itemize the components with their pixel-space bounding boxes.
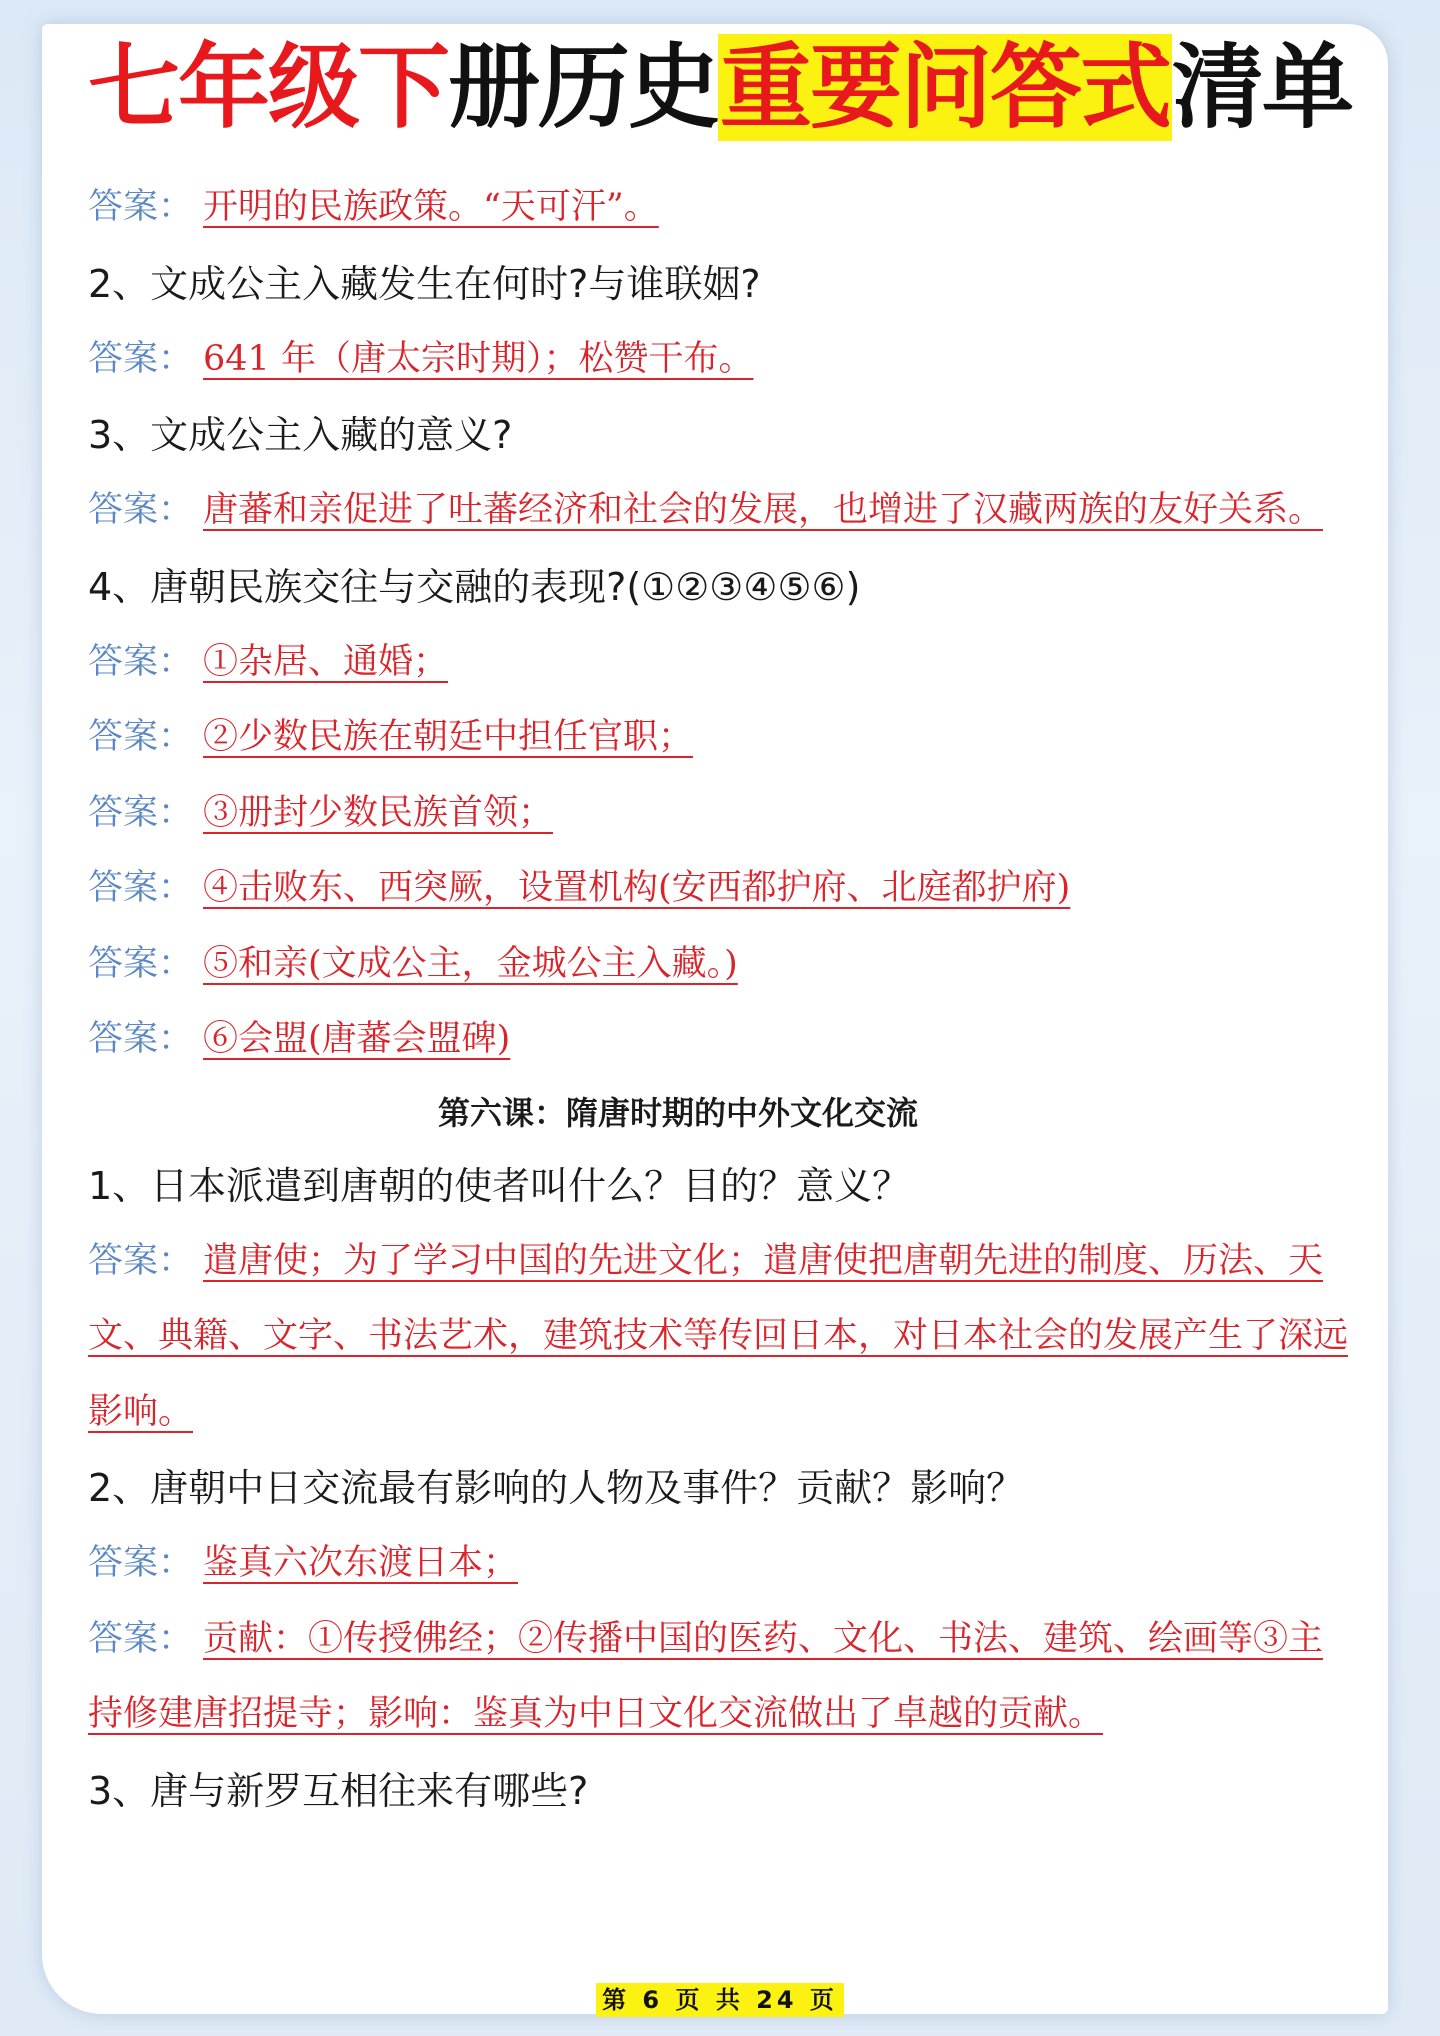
answer-line	[88, 851, 1358, 927]
answer-text: 鉴真六次东渡日本；	[203, 1543, 519, 1583]
answer-line	[88, 322, 1358, 398]
answer-label: 答案：	[88, 943, 194, 984]
question-line: 1、日本派遣到唐朝的使者叫什么？目的？意义？	[88, 1163, 911, 1208]
answer-line	[88, 927, 1358, 1003]
answer-label: 答案：	[88, 868, 194, 908]
page-number: 第 6 页 共 24 页	[596, 1983, 844, 2017]
answer-text: 641 年（唐太宗时期）；松赞干布。	[203, 338, 754, 379]
answer-label: 答案：	[88, 1240, 194, 1281]
page-title	[0, 30, 1440, 146]
answer-text: 唐蕃和亲促进了吐蕃经济和社会的发展，也增进了汉藏两族的友好关系。	[203, 490, 1324, 530]
answer-line	[88, 1602, 1358, 1753]
title-part-grade: 七年级下	[87, 34, 448, 141]
question-line: 2、唐朝中日交流最有影响的人物及事件？贡献？影响？	[88, 1466, 1025, 1510]
title-part-highlight: 重要问答式	[720, 34, 1171, 141]
answer-text: 遣唐使；为了学习中国的先进文化；遣唐使把唐朝先进的制度、历法、天文、典籍、文字、书法艺术，建筑技术等传回日本，对日本社会的发展产生了深远影响。	[88, 1240, 1349, 1432]
answer-text: ③册封少数民族首领；	[203, 792, 554, 833]
answer-label: 答案：	[88, 792, 194, 833]
answer-label: 答案：	[88, 1618, 194, 1659]
answer-text: ⑤和亲(文成公主，金城公主入藏。)	[203, 943, 738, 984]
answer-text: ⑥会盟(唐蕃会盟碑)	[203, 1019, 511, 1059]
answer-label: 答案：	[88, 717, 194, 757]
answer-text: ④击败东、西突厥，设置机构(安西都护府、北庭都护府)	[203, 868, 1071, 908]
question-line: 3、文成公主入藏的意义?	[88, 413, 513, 457]
question-line: 2、文成公主入藏发生在何时?与谁联姻?	[88, 261, 761, 306]
answer-line	[88, 473, 1358, 549]
answer-line	[88, 700, 1358, 776]
answer-line	[88, 1224, 1358, 1451]
answer-line	[88, 1526, 1358, 1602]
answer-line	[88, 625, 1358, 701]
answer-text: ①杂居、通婚；	[203, 641, 449, 682]
qa-list	[88, 170, 1358, 1829]
title-part-subject: 册历史	[447, 34, 718, 141]
answer-text: 贡献：①传授佛经；②传播中国的医药、文化、书法、建筑、绘画等③主持修建唐招提寺；影响：鉴真为中日文化交流做出了卓越的贡献。	[88, 1618, 1324, 1734]
answer-label: 答案：	[88, 1019, 194, 1059]
answer-label: 答案：	[88, 641, 194, 682]
answer-label: 答案：	[88, 338, 194, 379]
question-line: 3、唐与新罗互相往来有哪些?	[88, 1768, 589, 1813]
page-footer	[0, 1983, 1440, 2017]
answer-text: 开明的民族政策。“天可汗”。	[203, 187, 659, 227]
answer-line	[88, 1002, 1358, 1078]
answer-label: 答案：	[88, 187, 194, 227]
title-part-list: 清单	[1172, 34, 1353, 141]
question-line: 4、唐朝民族交往与交融的表现?(①②③④⑤⑥)	[88, 564, 861, 609]
answer-text: ②少数民族在朝廷中担任官职；	[203, 717, 694, 757]
answer-line	[88, 776, 1358, 852]
answer-label: 答案：	[88, 1543, 194, 1583]
answer-label: 答案：	[88, 490, 194, 530]
lesson-heading: 第六课：隋唐时期的中外文化交流	[437, 1093, 918, 1132]
answer-line	[88, 170, 1358, 246]
